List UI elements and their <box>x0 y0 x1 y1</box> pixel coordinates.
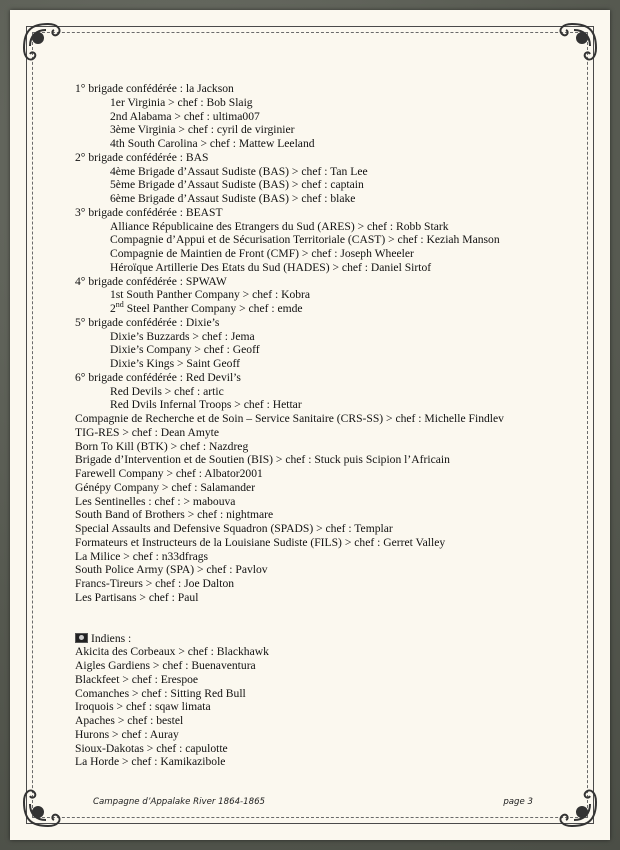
corner-ornament-icon <box>546 18 602 74</box>
unit-line: Génépy Company > chef : Salamander <box>75 480 256 494</box>
indiens-heading-label: Indiens : <box>91 631 132 645</box>
brigade-heading: 6° brigade confédérée : Red Devil’s <box>75 370 241 384</box>
brigade-heading: 5° brigade confédérée : Dixie’s <box>75 315 220 329</box>
section-spacer <box>75 605 575 632</box>
brigade-heading: 4° brigade confédérée : SPWAW <box>75 274 227 288</box>
indiens-item: Iroquois > chef : sqaw limata <box>75 700 211 714</box>
indiens-item: Hurons > chef : Auray <box>75 727 179 741</box>
unit-line: Compagnie de Recherche et de Soin – Service Sanitaire (CRS-SS) > chef : Michelle Findlev <box>75 412 504 425</box>
indiens-item: La Horde > chef : Kamikazibole <box>75 755 226 769</box>
unit-line: South Police Army (SPA) > chef : Pavlov <box>75 563 268 577</box>
corner-ornament-icon <box>546 776 602 832</box>
unit-line: Born To Kill (BTK) > chef : Nazdreg <box>75 439 249 453</box>
unit-line: Alliance Républicaine des Etrangers du Sud (ARES) > chef : Robb Stark <box>110 219 449 233</box>
unit-line: 3ème Virginia > chef : cyril de virginier <box>110 123 295 137</box>
footer-page-number: page 3 <box>503 797 533 807</box>
unit-line: Dixie’s Kings > Saint Geoff <box>110 357 240 370</box>
brigade-heading: 1° brigade confédérée : la Jackson <box>75 82 234 95</box>
unit-line: Brigade d’Intervention et de Soutien (BIS) > chef : Stuck puis Scipion l’Africain <box>75 453 450 467</box>
unit-line: 5ème Brigade d’Assaut Sudiste (BAS) > chef : captain <box>110 178 364 192</box>
unit-line: Compagnie de Maintien de Front (CMF) > chef : Joseph Wheeler <box>110 247 414 260</box>
unit-line: Formateurs et Instructeurs de la Louisiane Sudiste (FILS) > chef : Gerret Valley <box>75 535 446 549</box>
unit-line: TIG-RES > chef : Dean Amyte <box>75 425 220 439</box>
unit-line: 1st South Panther Company > chef : Kobra <box>110 288 311 302</box>
indiens-item: Comanches > chef : Sitting Red Bull <box>75 686 246 700</box>
unit-line: Les Partisans > chef : Paul <box>75 590 199 604</box>
indiens-item: Apaches > chef : bestel <box>75 714 184 727</box>
unit-line: Special Assaults and Defensive Squadron (SPADS) > chef : Templar <box>75 522 393 535</box>
unit-line: La Milice > chef : n33dfrags <box>75 549 209 563</box>
unit-list <box>75 82 575 769</box>
brigade-heading: 3° brigade confédérée : BEAST <box>75 205 223 219</box>
unit-line: 2nd Alabama > chef : ultima007 <box>110 109 260 123</box>
indiens-item: Akicita des Corbeaux > chef : Blackhawk <box>75 645 269 659</box>
footer-campaign-title: Campagne d’Appalake River 1864-1865 <box>93 797 266 807</box>
unit-line-superscript: 2nd Steel Panther Company > chef : emde <box>110 300 303 315</box>
unit-line: Les Sentinelles : chef : > mabouva <box>75 494 236 508</box>
unit-line: 6ème Brigade d’Assaut Sudiste (BAS) > chef : blake <box>110 192 356 205</box>
indiens-item: Blackfeet > chef : Erespoe <box>75 672 199 686</box>
indiens-item: Aigles Gardiens > chef : Buenaventura <box>75 659 256 672</box>
unit-line: Francs-Tireurs > chef : Joe Dalton <box>75 577 235 590</box>
unit-line: Red Devils > chef : artic <box>110 384 224 398</box>
unit-line: Dixie’s Company > chef : Geoff <box>110 343 260 357</box>
indiens-heading <box>75 632 575 646</box>
unit-line: 1er Virginia > chef : Bob Slaig <box>110 95 253 109</box>
indiens-item: Sioux-Dakotas > chef : capulotte <box>75 741 228 755</box>
unit-line: Compagnie d’Appui et de Sécurisation Territoriale (CAST) > chef : Keziah Manson <box>110 233 500 247</box>
unit-line: South Band of Brothers > chef : nightmare <box>75 508 274 522</box>
unit-line: Red Dvils Infernal Troops > chef : Hettar <box>110 398 302 412</box>
brigade-heading: 2° brigade confédérée : BAS <box>75 150 209 164</box>
unit-line: 4ème Brigade d’Assaut Sudiste (BAS) > chef : Tan Lee <box>110 164 368 178</box>
document-page <box>10 10 610 840</box>
unit-line: 4th South Carolina > chef : Mattew Leeland <box>110 137 315 150</box>
unit-line: Héroïque Artillerie Des Etats du Sud (HADES) > chef : Daniel Sirtof <box>110 260 432 274</box>
unit-line: Farewell Company > chef : Albator2001 <box>75 467 263 480</box>
corner-ornament-icon <box>18 18 74 74</box>
photo-bullet-icon <box>75 633 88 643</box>
corner-ornament-icon <box>18 776 74 832</box>
unit-line: Dixie’s Buzzards > chef : Jema <box>110 329 255 343</box>
